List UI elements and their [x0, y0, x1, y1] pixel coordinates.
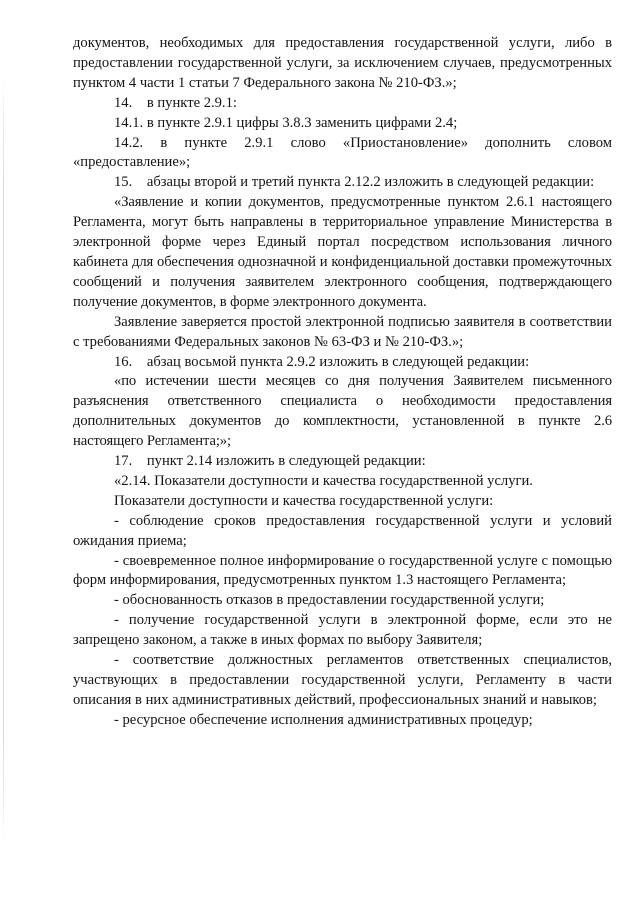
scan-margin-line	[3, 70, 4, 850]
paragraph-continuation: документов, необходимых для предоставления государственной услуги, либо в предоставлении государственной услуги, за исключением случаев, предусмотренных пунктом 4 части 1 статьи 7 Федерального закона № 210-ФЗ.»;	[73, 35, 612, 91]
paragraph-quote-six-months: «по истечении шести месяцев со дня получения Заявителем письменного разъяснения ответственного специалиста о необходимости предоставления дополнительных документов до комплектности, установленной в пункте 2.6 настоящего Регламента;»;	[73, 373, 612, 450]
paragraph-item-14: 14. в пункте 2.9.1:	[114, 94, 237, 111]
paragraph-indicators-heading: Показатели доступности и качества государственной услуги:	[114, 492, 494, 509]
paragraph-item-14-1: 14.1. в пункте 2.9.1 цифры 3.8.3 заменить цифрами 2.4;	[114, 114, 458, 131]
paragraph-item-16: 16. абзац восьмой пункта 2.9.2 изложить в следующей редакции:	[114, 353, 530, 370]
paragraph-item-14-2: 14.2. в пункте 2.9.1 слово «Приостановление» дополнить словом «предоставление»;	[73, 134, 612, 171]
paragraph-item-17: 17. пункт 2.14 изложить в следующей редакции:	[114, 453, 426, 470]
list-item-electronic-form: - получение государственной услуги в электронной форме, если это не запрещено законом, а также в иных формах по выбору Заявителя;	[73, 612, 612, 649]
document-body	[73, 34, 612, 731]
list-item-regulations-compliance: - соответствие должностных регламентов ответственных специалистов, участвующих в предоставлении государственной услуги, Регламенту в части описания в них административных действий, профессиональных знаний и навыков;	[73, 652, 612, 708]
list-item-resources: - ресурсное обеспечение исполнения административных процедур;	[114, 711, 533, 728]
list-item-informing: - своевременное полное информирование о государственной услуге с помощью форм информирования, предусмотренных пунктом 1.3 настоящего Регламента;	[73, 552, 612, 589]
list-item-deadlines: - соблюдение сроков предоставления государственной услуги и условий ожидания приема;	[73, 512, 612, 549]
paragraph-quote-signature: Заявление заверяется простой электронной подписью заявителя в соответствии с требованиями Федеральных законов № 63-ФЗ и № 210-ФЗ.»;	[73, 313, 612, 350]
list-item-refusals: - обоснованность отказов в предоставлении государственной услуги;	[114, 592, 545, 609]
paragraph-quote-application: «Заявление и копии документов, предусмотренные пунктом 2.6.1 настоящего Регламента, могут быть направлены в территориальное управление Министерства в электронной форме через Единый портал посредством использования личного кабинета для обеспечения однозначной и конфиденциальной доставки промежуточных сообщений и получения заявителем электронного сообщения, подтверждающего получение документов, в форме электронного документа.	[73, 194, 612, 310]
paragraph-item-15: 15. абзацы второй и третий пункта 2.12.2 изложить в следующей редакции:	[114, 174, 595, 191]
paragraph-quote-2-14: «2.14. Показатели доступности и качества государственной услуги.	[114, 472, 533, 489]
